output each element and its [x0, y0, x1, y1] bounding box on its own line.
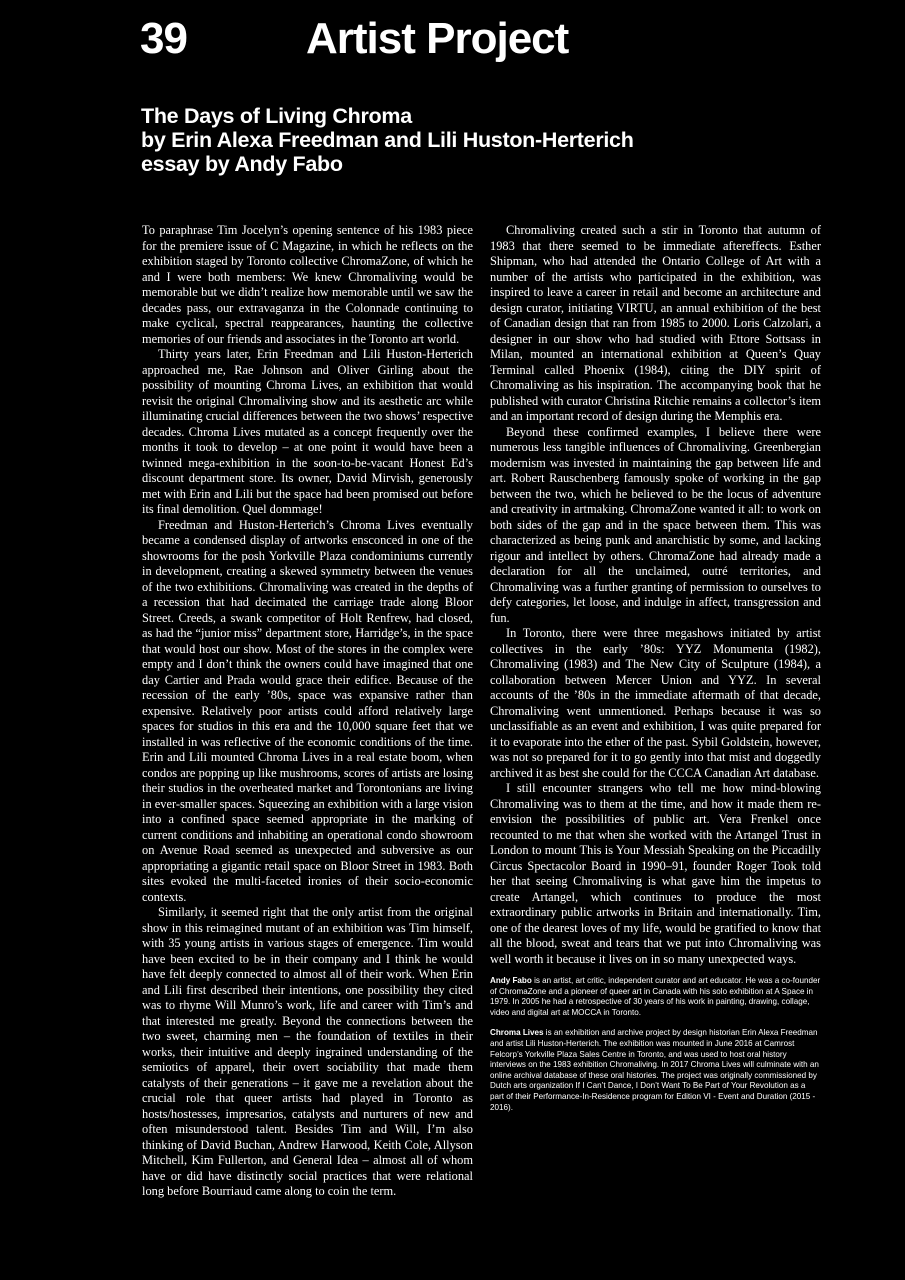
essay-paragraph: I still encounter strangers who tell me how mind-blowing Chromaliving was to them at the time, and how it made them re-envision the possibilities of public art. Vera Frenkel once recounted to me that when she worked with the Artangel Trust in London to mount This is Your Messiah Speaking on the Piccadilly Circus Spectacolor Board in 1990–91, founder Roger Took told her that seeing Chromaliving is what gave him the impetus to create Artangel, which continues to produce the most extraordinary public artworks in Britain and internationally. Tim, one of the dearest loves of my life, would be gratified to know that all the blood, sweat and tears that we put into Chromaliving was well worth it because it lives on in so many unexpected ways. [490, 781, 822, 966]
essay-paragraph: Beyond these confirmed examples, I believe there were numerous less tangible influences of Chromaliving. Greenbergian modernism was invested in maintaining the gap between life and art. Robert Rauschenberg famously spoke of working in the gap between the two, which he believed to be the locus of adventure and creativity in artmaking. ChromaZone wanted it all: to work on both sides of the gap and in the space between them. This was characterized as being punk and anarchistic by some, and lacking rigour and intellect by others. ChromaZone had already made a declaration for all the unclaimed, outré territories, and Chromaliving was a further granting of permission to ourselves to defy categories, let loose, and indulge in affect, transgression and fun. [490, 424, 821, 625]
article-title: The Days of Living Chroma [141, 104, 412, 128]
essay-column-right [490, 223, 821, 1123]
author-bio [490, 976, 821, 1018]
section-title: Artist Project [306, 14, 569, 63]
essay-column-left [142, 223, 473, 1200]
bio-notes [490, 976, 821, 1113]
essay-paragraph: Similarly, it seemed right that the only artist from the original show in this reimagined mutant of an exhibition was Tim himself, with 35 young artists in various stages of emergence. Tim would have been excited to be in their company and I think he would have felt deeply connected to almost all of their work. When Erin and Lili first described their intentions, one possibility they cited was to rhyme Will Munro’s work, life and career with Tim’s and that interested me greatly. Beyond the connections between the two sweet, charming men – the foundation of textiles in their works, their intuitive and deeply ingrained understanding of the semiotics of apparel, their overt sociability that made them catalysts of their generations – it gave me a revelation about the crucial role that queer artists had played in Toronto as hosts/hostesses, impresarios, catalysts and nurturers of new and often misunderstood talent. Besides Tim and Will, I’m also thinking of David Buchan, Andrew Harwood, Keith Cole, Allyson Mitchell, Kim Fullerton, and General Idea – almost all of whom have or did have distinctly social practices that were relational long before Bourriaud came along to coin the term. [142, 905, 473, 1198]
article-artists: by Erin Alexa Freedman and Lili Huston-Herterich [141, 128, 634, 152]
author-bio-text: is an artist, art critic, independent curator and art educator. He was a co-founder of ChromaZone and a pioneer of queer art in Canada with his solo exhibition at A Space in 1979. In 2005 he had a retrospective of 30 years of his work in painting, drawing, collage, video and digital art at MOCCA in Toronto. [490, 976, 821, 1017]
essay-paragraph: In Toronto, there were three megashows initiated by artist collectives in the early ’80s: YYZ Monumenta (1982), Chromaliving (1983) and The New City of Sculpture (1984), a collaboration between Mercer Union and YYZ. In several accounts of the ’80s in the immediate aftermath of that decade, Chromaliving went unmentioned. Perhaps because it was so unclassifiable as an event and exhibition, I was quite prepared for it to evaporate into the ether of the past. Sybil Goldstein, however, was not so prepared for it to go gently into that mist and doggedly archived it as best she could for the CCCA Canadian Art database. [490, 626, 821, 780]
project-note-text: is an exhibition and archive project by design historian Erin Alexa Freedman and artist Lili Huston-Herterich. The exhibition was mounted in June 2016 at Camrost Felcorp’s Yorkville Plaza Sales Centre in Toronto, and was used to host oral history interviews on the 1983 exhibition Chromaliving. In 2017 Chroma Lives will culminate with an online archival database of these oral histories. The project was originally commissioned by Dutch arts organization If I Can’t Dance, I Don’t Want To Be Part of Your Revolution as a part of their Performance-In-Residence program for Edition VI - Event and Duration (2015 - 2016). [490, 1028, 819, 1112]
article-essay-credit: essay by Andy Fabo [141, 152, 343, 176]
article-heading [141, 104, 841, 176]
essay-paragraph: Chromaliving created such a stir in Toronto that autumn of 1983 that there seemed to be immediate aftereffects. Esther Shipman, who had attended the Ontario College of Art with a number of the artists who participated in the exhibition, was inspired to leave a career in retail and become an architecture and design curator, initiating VIRTU, an annual exhibition of the best of Canadian design that ran from 1985 to 2000. Loris Calzolari, a designer in our show who had studied with Ettore Sottsass in Milan, mounted an international exhibition at Queen’s Quay Terminal called Phoenix (1984), citing the DIY spirit of Chromaliving as his inspiration. The accompanying book that he published with curator Christina Ritchie remains a collector’s item and an important record of design during the Memphis era. [490, 223, 821, 423]
project-note [490, 1028, 821, 1113]
project-note-name: Chroma Lives [490, 1028, 544, 1038]
essay-paragraph: Freedman and Huston-Herterich’s Chroma Lives eventually became a condensed display of artworks ensconced in one of the showrooms for the posh Yorkville Plaza condominiums currently in development, creating a skewed symmetry between the venues of the two exhibitions. Chromaliving was created in the depths of a recession that had decimated the carriage trade along Bloor Street. Creeds, a swank competitor of Holt Renfrew, had closed, as had the “junior miss” department store, Harridge’s, in the space that would host our show. Most of the stores in the complex were empty and I don’t think the owners could have imagined that one day Cartier and Prada would grace their edifice. Because of the recession of the early ’80s, space was expansive rather than expensive. Relatively poor artists could afford relatively large spaces for studios in this era and the 10,000 square feet that we installed in was reflective of the economic conditions of the time. Erin and Lili mounted Chroma Lives in a real estate boom, when condos are popping up like mushrooms, scores of artists are losing their studios in the overheated market and Torontonians are living in ever-smaller spaces. Squeezing an exhibition with a large vision into a confined space seemed appropriate in the marking of current conditions and inhabiting an operational condo showroom on Avenue Road seemed as unexpected and subversive as our appropriating a gigantic retail space on Bloor Street in 1983. Both sites evoked the multi-faceted ironies of their socio-economic contexts. [142, 517, 473, 904]
essay-paragraph: To paraphrase Tim Jocelyn’s opening sentence of his 1983 piece for the premiere issue of C Magazine, in which he reflects on the exhibition staged by Toronto collective ChromaZone, of which he and I were both members: We knew Chromaliving would be memorable but we didn’t realize how memorable until we saw the decades pass, our extravaganza in the Colonnade continuing to make cyclical, spectral reappearances, haunting the collective memories of our friends and associates in the Toronto art world. [142, 223, 473, 346]
page-number: 39 [140, 14, 187, 63]
essay-paragraph: Thirty years later, Erin Freedman and Lili Huston-Herterich approached me, Rae Johnson and Oliver Girling about the possibility of mounting Chroma Lives, an exhibition that would revisit the original Chromaliving show and its aesthetic arc while illuminating crucial differences between the two shows’ respective decades. Chroma Lives mutated as a concept frequently over the months it took to develop – at one point it would have been a twinned mega-exhibition in the soon-to-be-vacant Honest Ed’s discount department store. Its owner, David Mirvish, generously met with Erin and Lili but the space had been promised out before its final demolition. Quel dommage! [142, 347, 473, 516]
author-bio-name: Andy Fabo [490, 976, 532, 985]
